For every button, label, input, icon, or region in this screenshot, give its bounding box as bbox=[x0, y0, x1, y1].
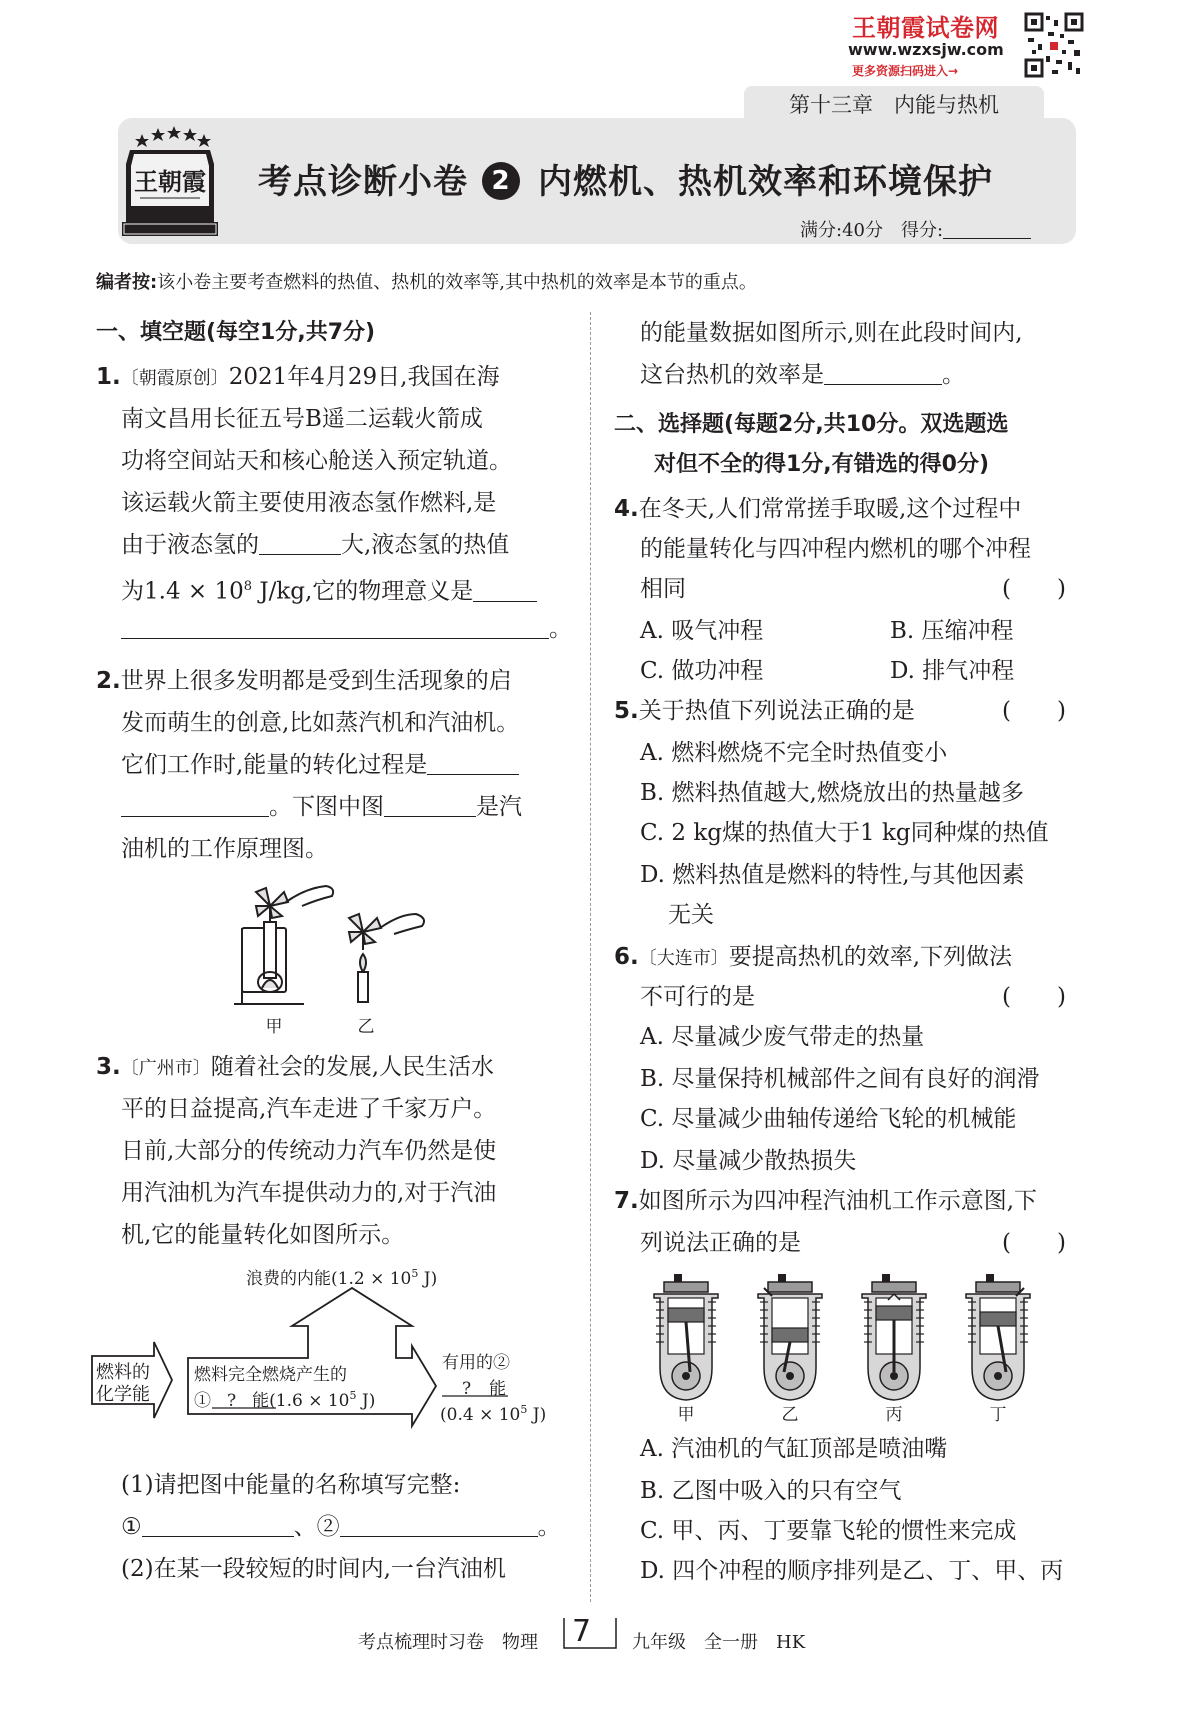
q6-source: 〔大连市〕 bbox=[638, 948, 729, 969]
useful-value bbox=[440, 1403, 546, 1425]
q2-line-1 bbox=[96, 666, 512, 696]
q1-line-4: 该运载火箭主要使用液态氢作燃料,是 bbox=[121, 490, 497, 516]
steam-apparatus-illustration bbox=[234, 886, 333, 1004]
engine-label-yi: 乙 bbox=[781, 1405, 799, 1424]
q7-option-a[interactable]: A. 汽油机的气缸顶部是喷油嘴 bbox=[640, 1436, 948, 1462]
chapter-tab: 第十三章 内能与热机 bbox=[744, 86, 1044, 124]
q2-blank-2[interactable] bbox=[384, 793, 476, 817]
useful-energy-word: 能 bbox=[489, 1379, 507, 1399]
q1-end: 。 bbox=[549, 616, 572, 642]
engine-jia bbox=[654, 1274, 718, 1400]
engine-yi bbox=[758, 1274, 822, 1400]
q2-line-3 bbox=[121, 750, 519, 780]
q1-blank-2-cont[interactable] bbox=[121, 615, 549, 639]
q4-option-d[interactable]: D. 排气冲程 bbox=[890, 658, 1015, 684]
quiz-title-topic: 内燃机、热机效率和环境保护 bbox=[538, 162, 993, 202]
engine-ding bbox=[966, 1274, 1030, 1400]
q4-line-1 bbox=[614, 494, 1021, 524]
qr-code-icon[interactable] bbox=[1024, 12, 1084, 78]
brand-badge-icon bbox=[120, 124, 220, 242]
q1-text-6b: J/kg,它的物理意义是 bbox=[252, 578, 474, 605]
q1-source: 〔朝霞原创〕 bbox=[120, 368, 229, 389]
q7-option-b[interactable]: B. 乙图中吸入的只有空气 bbox=[640, 1478, 902, 1504]
q3-number: 3. bbox=[96, 1054, 121, 1080]
q6-line-2: 不可行的是 bbox=[640, 984, 755, 1010]
q7-line-2: 列说法正确的是 bbox=[640, 1230, 801, 1256]
engine-label-bing: 丙 bbox=[885, 1405, 903, 1424]
q5-answer-paren[interactable]: ( ) bbox=[1002, 698, 1066, 724]
q5-option-c[interactable]: C. 2 kg煤的热值大于1 kg同种煤的热值 bbox=[640, 820, 1049, 846]
candle-pinwheel-illustration bbox=[349, 914, 424, 1002]
q2-line-2: 发而萌生的创意,比如蒸汽机和汽油机。 bbox=[121, 710, 520, 736]
useful-value-exp: 5 bbox=[520, 1403, 528, 1416]
q1-line-5 bbox=[121, 530, 509, 560]
q7-answer-paren[interactable]: ( ) bbox=[1002, 1230, 1066, 1256]
q2-text-4b: 是汽 bbox=[476, 794, 522, 820]
combustion-question: ? bbox=[227, 1391, 237, 1411]
q1-line-1 bbox=[96, 362, 500, 394]
q3-sub2-text: 这台热机的效率是 bbox=[640, 362, 824, 388]
useful-question: ? bbox=[462, 1379, 472, 1399]
q5-option-d-cont: 无关 bbox=[668, 902, 714, 928]
q2-line-4 bbox=[121, 792, 522, 822]
combustion-label-1: 燃料完全燃烧产生的 bbox=[194, 1365, 347, 1385]
badge-text: 王朝霞 bbox=[134, 167, 206, 196]
q7-option-c[interactable]: C. 甲、丙、丁要靠飞轮的惯性来完成 bbox=[640, 1518, 1017, 1544]
q3-sub1-circle-2: 、② bbox=[293, 1514, 340, 1540]
fuel-chemical-label-1: 燃料的 bbox=[96, 1362, 150, 1383]
waste-energy-exp: 5 bbox=[411, 1267, 419, 1280]
combustion-exp: 5 bbox=[349, 1389, 357, 1402]
engine-label-jia: 甲 bbox=[677, 1405, 695, 1424]
q3-sub1-answers bbox=[121, 1512, 561, 1542]
page-number: 7 bbox=[572, 1614, 592, 1649]
q7-line-1 bbox=[614, 1186, 1037, 1216]
waste-energy-label bbox=[246, 1267, 437, 1289]
q2-text-3: 它们工作时,能量的转化过程是 bbox=[121, 752, 428, 778]
score-blank[interactable] bbox=[943, 221, 1031, 239]
q3-sub1: (1)请把图中能量的名称填写完整: bbox=[121, 1472, 461, 1498]
q2-blank-1[interactable] bbox=[427, 751, 519, 775]
q6-option-a[interactable]: A. 尽量减少废气带走的热量 bbox=[640, 1024, 925, 1050]
energy-flow-diagram bbox=[90, 1262, 570, 1452]
q5-option-b[interactable]: B. 燃料热值越大,燃烧放出的热量越多 bbox=[640, 780, 1024, 806]
column-divider bbox=[590, 312, 591, 1602]
section2-heading-2: 对但不全的得1分,有错选的得0分) bbox=[654, 452, 990, 477]
q2-number: 2. bbox=[96, 668, 121, 694]
editor-note-label: 编者按: bbox=[96, 272, 158, 293]
combustion-value: 能(1.6 × 10 bbox=[252, 1391, 350, 1411]
useful-value-unit: J) bbox=[527, 1405, 547, 1425]
q3-sub2-cont-1: 的能量数据如图所示,则在此段时间内, bbox=[640, 320, 1023, 346]
q1-exponent: 8 bbox=[243, 579, 253, 594]
q1-number: 1. bbox=[96, 364, 121, 390]
q3-line-2: 平的日益提高,汽车走进了千家万户。 bbox=[121, 1096, 497, 1122]
brand-url[interactable]: www.wzxsjw.com bbox=[848, 40, 1004, 59]
engine-bing bbox=[862, 1274, 926, 1400]
q2-text-4a: 。下图中图 bbox=[269, 794, 384, 820]
q4-option-b[interactable]: B. 压缩冲程 bbox=[890, 618, 1014, 644]
quiz-number-badge: 2 bbox=[482, 162, 520, 200]
q3-line-3: 日前,大部分的传统动力汽车仍然是使 bbox=[121, 1138, 497, 1164]
q3-blank-1[interactable] bbox=[142, 1513, 294, 1537]
q2-line-5: 油机的工作原理图。 bbox=[121, 836, 328, 862]
q3-sub2-cont-2 bbox=[640, 360, 965, 390]
q1-blank-1[interactable] bbox=[259, 531, 341, 555]
q3-line-4: 用汽油机为汽车提供动力的,对于汽油 bbox=[121, 1180, 497, 1206]
brand-title: 王朝霞试卷网 bbox=[852, 14, 999, 42]
q3-line-1 bbox=[96, 1052, 494, 1084]
editor-note bbox=[96, 268, 757, 294]
q3-sub2-end: 。 bbox=[942, 362, 965, 388]
q1-text-1: 2021年4月29日,我国在海 bbox=[228, 364, 500, 390]
score-line bbox=[800, 216, 1031, 242]
q4-line-2: 的能量转化与四冲程内燃机的哪个冲程 bbox=[640, 536, 1031, 562]
section1-heading: 一、填空题(每空1分,共7分) bbox=[96, 320, 376, 345]
quiz-title-prefix: 考点诊断小卷 bbox=[258, 162, 468, 202]
q3-line-5: 机,它的能量转化如图所示。 bbox=[121, 1222, 405, 1248]
q5-option-d[interactable]: D. 燃料热值是燃料的特性,与其他因素 bbox=[640, 862, 1025, 888]
q6-text-1: 要提高热机的效率,下列做法 bbox=[728, 944, 1013, 970]
q1-text-5a: 由于液态氢的 bbox=[121, 532, 259, 558]
q3-source: 〔广州市〕 bbox=[120, 1058, 211, 1079]
q3-blank-2[interactable] bbox=[340, 1513, 538, 1537]
engine-label-ding: 丁 bbox=[989, 1405, 1007, 1424]
q5-line-1 bbox=[614, 696, 915, 726]
waste-energy-text: 浪费的内能(1.2 × 10 bbox=[246, 1269, 412, 1289]
q6-number: 6. bbox=[614, 944, 639, 970]
q5-option-a[interactable]: A. 燃料燃烧不完全时热值变小 bbox=[640, 740, 948, 766]
q6-answer-paren[interactable]: ( ) bbox=[1002, 984, 1066, 1010]
q6-option-d[interactable]: D. 尽量减少散热损失 bbox=[640, 1148, 857, 1174]
brand-tagline: 更多资源扫码进入→ bbox=[852, 64, 959, 78]
q5-text-1: 关于热值下列说法正确的是 bbox=[638, 698, 915, 724]
q5-number: 5. bbox=[614, 698, 639, 724]
footer-book-title: 考点梳理时习卷 物理 bbox=[358, 1632, 538, 1653]
q4-option-a[interactable]: A. 吸气冲程 bbox=[640, 618, 764, 644]
q1-line-6 bbox=[121, 572, 537, 607]
q4-option-c[interactable]: C. 做功冲程 bbox=[640, 658, 764, 684]
waste-energy-unit: J) bbox=[418, 1269, 438, 1289]
q1-line-2: 南文昌用长征五号B遥二运载火箭成 bbox=[121, 406, 483, 432]
q3-blank-efficiency[interactable] bbox=[824, 361, 942, 385]
useful-label-1: 有用的② bbox=[442, 1353, 510, 1373]
q7-engine-figure bbox=[650, 1272, 1070, 1424]
useful-value-text: (0.4 × 10 bbox=[440, 1405, 521, 1425]
q4-number: 4. bbox=[614, 496, 639, 522]
q3-sub1-circle-1: ① bbox=[121, 1514, 142, 1540]
q1-blank-2[interactable] bbox=[473, 578, 537, 602]
q1-text-6a: 为1.4 × 10 bbox=[121, 578, 244, 605]
q6-option-b[interactable]: B. 尽量保持机械部件之间有良好的润滑 bbox=[640, 1066, 1040, 1092]
q1-line-7 bbox=[121, 614, 572, 644]
fuel-chemical-label-2: 化学能 bbox=[96, 1384, 150, 1405]
combustion-circle-1: ① bbox=[194, 1391, 211, 1411]
q3-sub1-end: 。 bbox=[537, 1514, 561, 1540]
section2-heading-1: 二、选择题(每题2分,共10分。双选题选 bbox=[614, 412, 1009, 437]
q3-text-1: 随着社会的发展,人民生活水 bbox=[210, 1054, 495, 1080]
q7-text-1: 如图所示为四冲程汽油机工作示意图,下 bbox=[638, 1188, 1038, 1214]
q1-text-5b: 大,液态氢的热值 bbox=[341, 532, 510, 558]
editor-note-text: 该小卷主要考查燃料的热值、热机的效率等,其中热机的效率是本节的重点。 bbox=[157, 272, 757, 293]
q7-number: 7. bbox=[614, 1188, 639, 1214]
q7-option-d[interactable]: D. 四个冲程的顺序排列是乙、丁、甲、丙 bbox=[640, 1558, 1064, 1584]
q1-line-3: 功将空间站天和核心舱送入预定轨道。 bbox=[121, 448, 512, 474]
footer-grade: 九年级 全一册 HK bbox=[632, 1632, 806, 1653]
q2-blank-1-cont[interactable] bbox=[121, 793, 269, 817]
q2-label-b: 乙 bbox=[357, 1017, 375, 1036]
q2-label-a: 甲 bbox=[265, 1017, 283, 1036]
q2-figure bbox=[230, 876, 490, 1036]
combustion-unit: J) bbox=[356, 1391, 376, 1411]
q4-text-1: 在冬天,人们常常搓手取暖,这个过程中 bbox=[638, 496, 1022, 522]
q4-line-3: 相同 bbox=[640, 576, 686, 602]
q3-sub2: (2)在某一段较短的时间内,一台汽油机 bbox=[121, 1556, 506, 1582]
score-label: 满分:40分 得分: bbox=[800, 220, 944, 241]
q6-line-1 bbox=[614, 942, 1012, 974]
q2-text-1: 世界上很多发明都是受到生活现象的启 bbox=[120, 668, 512, 694]
q4-answer-paren[interactable]: ( ) bbox=[1002, 576, 1066, 602]
q6-option-c[interactable]: C. 尽量减少曲轴传递给飞轮的机械能 bbox=[640, 1106, 1017, 1132]
quiz-title bbox=[258, 154, 993, 203]
